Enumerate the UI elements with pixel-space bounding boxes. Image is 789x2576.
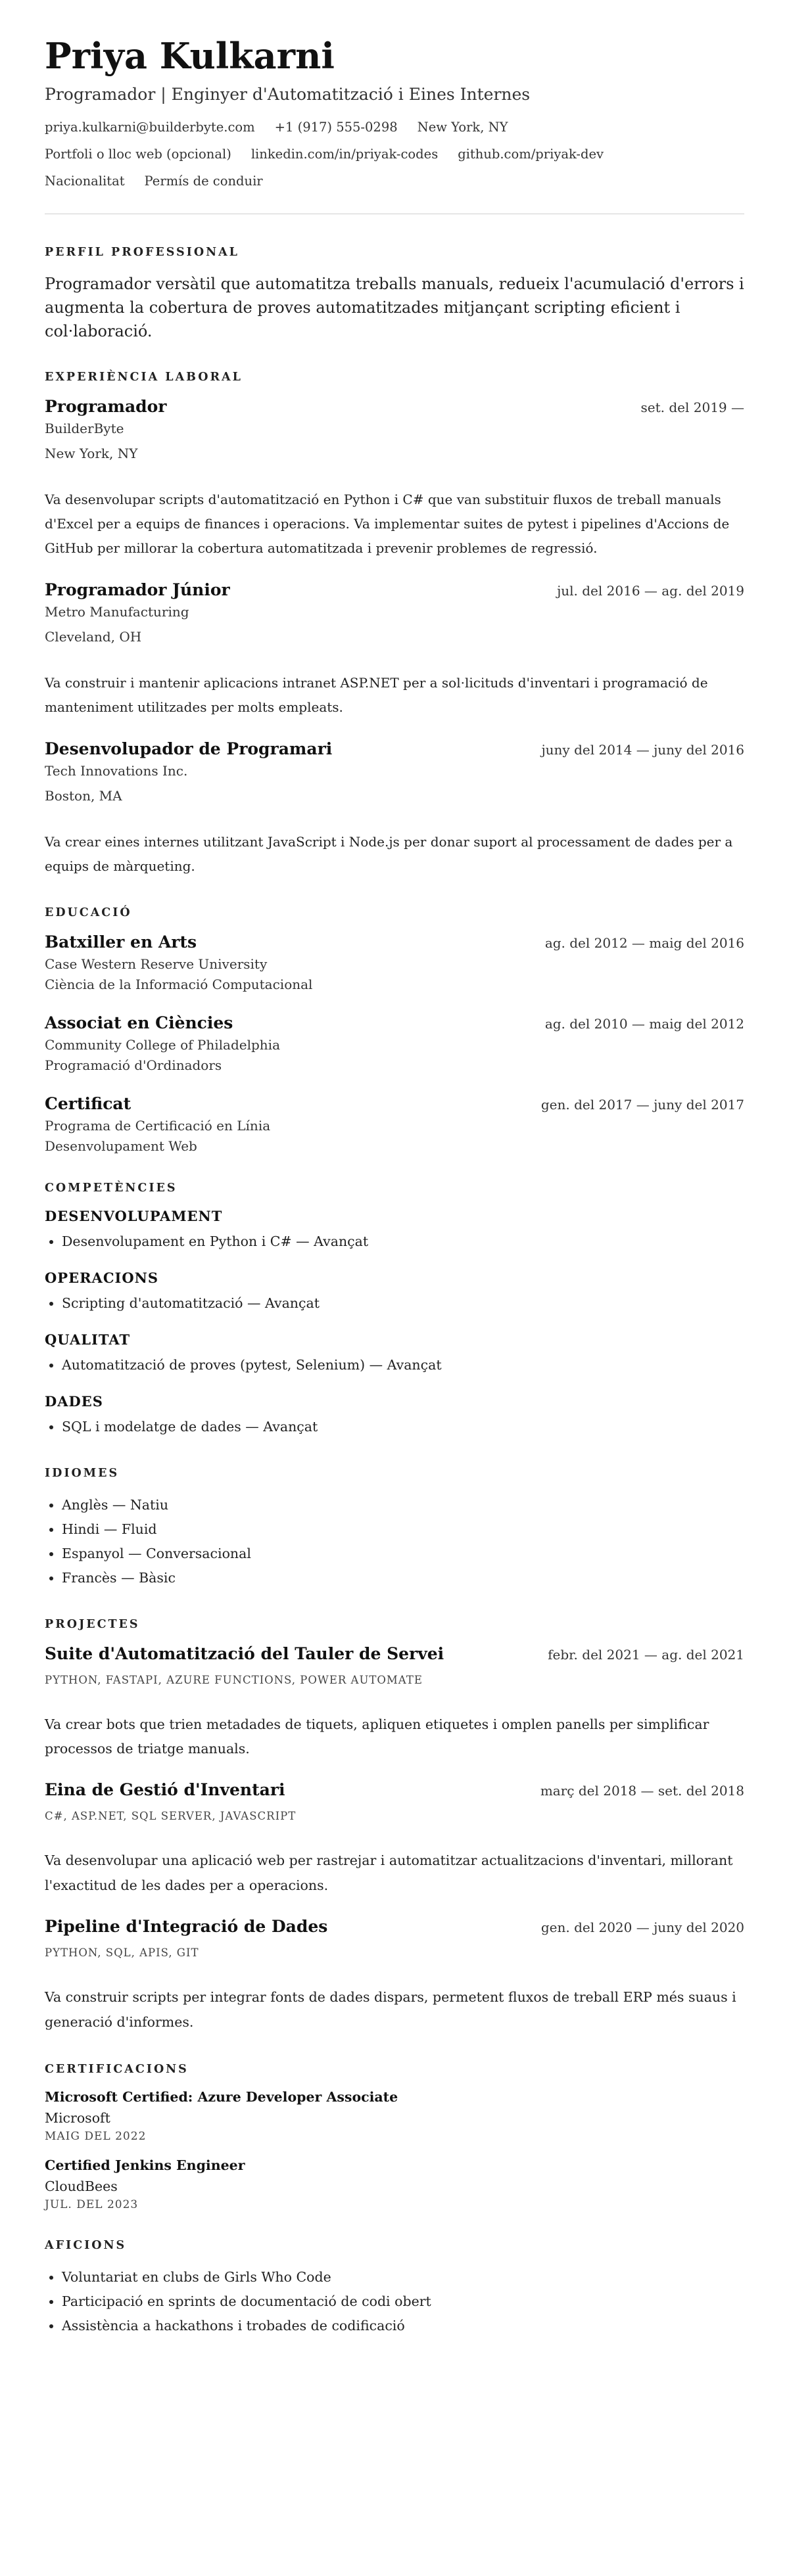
contact-linkedin[interactable]: linkedin.com/in/priyak-codes (251, 147, 439, 162)
certification-name: Microsoft Certified: Azure Developer Associate (45, 2089, 398, 2105)
contact-github[interactable]: github.com/priyak-dev (458, 147, 604, 162)
certification-issuer: CloudBees (45, 2178, 118, 2195)
school-name: Case Western Reserve University (45, 956, 268, 973)
certification-name: Certified Jenkins Engineer (45, 2157, 245, 2174)
project-entry (45, 1644, 744, 1762)
skill-item: • Automatització de proves (pytest, Selenium) — Avançat (62, 1353, 744, 1377)
job-description: Va construir i mantenir aplicacions intranet ASP.NET per a sol·licituds d'inventari i programació de manteniment utilitzades per molts empleats. (45, 675, 708, 716)
section-title-summary: PERFIL PROFESSIONAL (45, 246, 239, 260)
job-company: Tech Innovations Inc. (45, 763, 188, 779)
skills-section (45, 1182, 744, 1439)
skill-group-title: OPERACIONS (45, 1270, 159, 1287)
experience-section (45, 371, 744, 879)
job-company: BuilderByte (45, 421, 124, 437)
project-dates: febr. del 2021 — ag. del 2021 (548, 1646, 744, 1663)
job-dates: juny del 2014 — juny del 2016 (541, 742, 744, 758)
contact-nationality: Nacionalitat (45, 173, 125, 189)
project-name: Eina de Gestió d'Inventari (45, 1780, 285, 1800)
project-dates: març del 2018 — set. del 2018 (540, 1783, 744, 1799)
skill-group-title: DADES (45, 1393, 103, 1410)
project-dates: gen. del 2020 — juny del 2020 (540, 1920, 744, 1936)
project-entry (45, 1917, 744, 2035)
hobby-item: • Participació en sprints de documentació de codi obert (62, 2289, 744, 2314)
job-dates: set. del 2019 — (640, 400, 744, 416)
project-description: Va desenvolupar una aplicació web per rastrejar i automatitzar actualitzacions d'inventari, millorant l'exactitud de les dades per a operacions. (45, 1852, 733, 1894)
certification-entry (45, 2089, 744, 2143)
school-name: Programa de Certificació en Línia (45, 1118, 271, 1134)
study-field: Programació d'Ordinadors (45, 1057, 222, 1074)
contact-location: New York, NY (417, 120, 508, 135)
contact-row-personal (45, 173, 744, 189)
degree-title: Batxiller en Arts (45, 932, 197, 952)
certification-date: MAIG DEL 2022 (45, 2130, 147, 2144)
contact-row-links (45, 147, 744, 162)
job-title: Programador (45, 397, 167, 417)
skill-group-title: DESENVOLUPAMENT (45, 1208, 223, 1225)
skill-group (45, 1393, 744, 1439)
skill-item: • Scripting d'automatització — Avançat (62, 1291, 744, 1316)
skill-group (45, 1270, 744, 1316)
skill-item: • Desenvolupament en Python i C# — Avançat (62, 1230, 744, 1254)
section-title-hobbies: AFICIONS (45, 2239, 127, 2253)
certification-entry (45, 2157, 744, 2211)
section-title-experience: EXPERIÈNCIA LABORAL (45, 371, 243, 384)
project-description: Va construir scripts per integrar fonts de dades dispars, permetent fluxos de treball ERP més suaus i generació d'informes. (45, 1989, 736, 2031)
education-section (45, 906, 744, 1154)
study-field: Ciència de la Informació Computacional (45, 977, 313, 993)
certification-issuer: Microsoft (45, 2110, 110, 2127)
hobby-item: • Assistència a hackathons i trobades de codificació (62, 2314, 744, 2338)
summary-section (45, 246, 744, 343)
project-tech: PYTHON, SQL, APIS, GIT (45, 1946, 199, 1960)
degree-dates: gen. del 2017 — juny del 2017 (540, 1097, 744, 1113)
project-tech: PYTHON, FASTAPI, AZURE FUNCTIONS, POWER AUTOMATE (45, 1673, 423, 1686)
job-title: Programador Júnior (45, 580, 230, 600)
job-location: New York, NY (45, 446, 138, 462)
job-company: Metro Manufacturing (45, 604, 189, 620)
job-title: Desenvolupador de Programari (45, 739, 333, 759)
job-location: Boston, MA (45, 788, 122, 804)
hobby-item: • Voluntariat en clubs de Girls Who Code (62, 2265, 744, 2289)
language-item: • Hindi — Fluid (62, 1517, 744, 1542)
school-name: Community College of Philadelphia (45, 1037, 280, 1053)
degree-dates: ag. del 2012 — maig del 2016 (544, 935, 744, 952)
degree-title: Associat en Ciències (45, 1013, 233, 1033)
contact-portfolio[interactable]: Portfoli o lloc web (opcional) (45, 147, 231, 162)
degree-title: Certificat (45, 1094, 132, 1114)
experience-entry (45, 397, 744, 561)
resume-header (45, 37, 744, 189)
section-title-education: EDUCACIÓ (45, 906, 132, 920)
education-entry (45, 1013, 744, 1073)
language-item: • Espanyol — Conversacional (62, 1542, 744, 1566)
experience-entry (45, 739, 744, 879)
contact-row-primary (45, 120, 744, 135)
contact-email[interactable]: priya.kulkarni@builderbyte.com (45, 120, 255, 135)
degree-dates: ag. del 2010 — maig del 2012 (544, 1016, 744, 1032)
job-dates: jul. del 2016 — ag. del 2019 (557, 583, 744, 599)
certification-date: JUL. DEL 2023 (45, 2198, 139, 2212)
section-title-certifications: CERTIFICACIONS (45, 2063, 189, 2077)
section-title-projects: PROJECTES (45, 1617, 140, 1631)
candidate-name: Priya Kulkarni (45, 35, 335, 77)
education-entry (45, 1094, 744, 1154)
job-description: Va desenvolupar scripts d'automatització en Python i C# que van substituir fluxos de treball manuals d'Excel per a equips de finances i operacions. Va implementar suites de pytest i pipelines d'Accions de GitHub per millorar la cobertura automatitzada i prevenir problemes de regressió. (45, 492, 730, 557)
contact-phone[interactable]: +1 (917) 555-0298 (274, 120, 398, 135)
section-title-languages: IDIOMES (45, 1466, 120, 1480)
hobbies-section (45, 2239, 744, 2338)
projects-section (45, 1618, 744, 2036)
project-entry (45, 1780, 744, 1898)
education-entry (45, 932, 744, 992)
job-description: Va crear eines internes utilitzant JavaScript i Node.js per donar suport al processament de dades per a equips de màrqueting. (45, 834, 733, 875)
skill-item: • SQL i modelatge de dades — Avançat (62, 1415, 744, 1439)
job-location: Cleveland, OH (45, 629, 142, 645)
skill-group (45, 1208, 744, 1254)
section-title-skills: COMPETÈNCIES (45, 1182, 178, 1195)
experience-entry (45, 580, 744, 720)
project-description: Va crear bots que trien metadades de tiquets, apliquen etiquetes i omplen panells per simplificar processos de triatge manuals. (45, 1716, 709, 1757)
project-name: Suite d'Automatització del Tauler de Servei (45, 1644, 444, 1663)
languages-section (45, 1467, 744, 1590)
candidate-headline: Programador | Enginyer d'Automatització i Eines Internes (45, 85, 531, 104)
language-item: • Anglès — Natiu (62, 1493, 744, 1517)
skill-group (45, 1331, 744, 1377)
summary-text: Programador versàtil que automatitza treballs manuals, redueix l'acumulació d'errors i augmenta la cobertura de proves automatitzades mitjançant scripting eficient i col·laboració. (45, 275, 744, 341)
skill-group-title: QUALITAT (45, 1331, 131, 1348)
certifications-section (45, 2063, 744, 2211)
contact-license: Permís de conduir (144, 173, 263, 189)
study-field: Desenvolupament Web (45, 1138, 197, 1155)
language-item: • Francès — Bàsic (62, 1566, 744, 1590)
project-name: Pipeline d'Integració de Dades (45, 1917, 328, 1937)
project-tech: C#, ASP.NET, SQL SERVER, JAVASCRIPT (45, 1810, 297, 1823)
